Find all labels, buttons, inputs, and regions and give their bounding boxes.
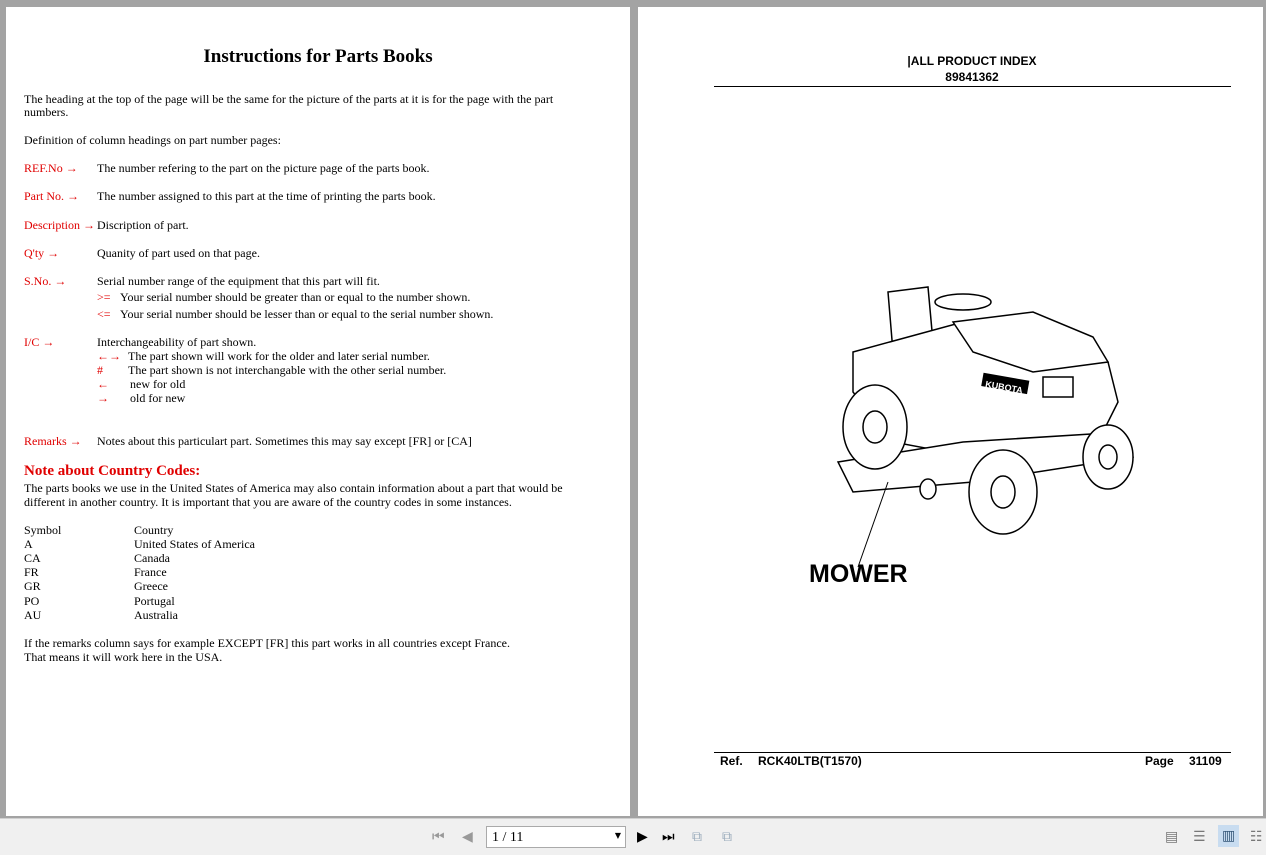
def-text: Interchangeability of part shown. (97, 335, 257, 349)
rotate-left-icon[interactable]: ⧉ (692, 829, 702, 845)
intro-text: Definition of column headings on part number pages: (24, 133, 281, 147)
two-page-continuous-icon[interactable]: ☷ (1250, 829, 1263, 845)
intro-text: numbers. (24, 105, 69, 119)
def-term: S.No. → (24, 274, 67, 288)
sub-symbol: ←→ (97, 349, 121, 363)
sub-symbol: ← (97, 377, 109, 391)
country-name: Australia (134, 608, 178, 622)
country-name: Portugal (134, 594, 175, 608)
ref-label: Ref. (720, 754, 743, 768)
sub-text: The part shown will work for the older and later serial number. (128, 349, 430, 363)
mower-illustration (833, 282, 1143, 572)
def-term: REF.No → (24, 161, 78, 175)
def-text: The number assigned to this part at the time of printing the parts book. (97, 189, 436, 203)
chevron-down-icon: ▼ (614, 831, 621, 840)
page-value: 31109 (1189, 754, 1222, 768)
table-header: Symbol (24, 523, 62, 537)
header-title: |ALL PRODUCT INDEX (907, 54, 1037, 68)
country-heading: Note about Country Codes: (24, 463, 201, 479)
table-header: Country (134, 523, 174, 537)
sub-symbol: # (97, 363, 103, 377)
def-text: Quanity of part used on that page. (97, 246, 260, 260)
sub-text: old for new (130, 391, 186, 405)
country-symbol: GR (24, 579, 41, 593)
sub-text: Your serial number should be greater than or equal to the number shown. (120, 290, 471, 304)
def-term: Part No. → (24, 189, 79, 203)
country-name: United States of America (134, 537, 255, 551)
sub-symbol: → (97, 391, 109, 405)
header-rule (714, 86, 1231, 87)
def-text: Notes about this particulart part. Sometimes this may say except [FR] or [CA] (97, 434, 472, 448)
last-page-icon[interactable]: ⏭ (662, 829, 675, 845)
page-number-select[interactable] (486, 826, 626, 848)
two-page-view-icon[interactable]: ▥ (1218, 825, 1239, 847)
viewer-toolbar (0, 818, 1266, 855)
single-page-view-icon[interactable]: ▤ (1165, 829, 1179, 845)
country-name: Greece (134, 579, 168, 593)
ref-value: RCK40LTB(T1570) (758, 754, 862, 768)
country-symbol: CA (24, 551, 41, 565)
country-symbol: AU (24, 608, 42, 622)
figure-caption: MOWER (809, 560, 908, 588)
page-label: Page (1145, 754, 1174, 768)
def-term: I/C → (24, 335, 55, 349)
def-text: Serial number range of the equipment that this part will fit. (97, 274, 380, 288)
def-text: The number refering to the part on the picture page of the parts book. (97, 161, 430, 175)
right-page (638, 7, 1263, 816)
def-term: Q'ty → (24, 246, 60, 260)
country-symbol: A (24, 537, 33, 551)
def-text: Discription of part. (97, 218, 189, 232)
rotate-right-icon[interactable]: ⧉ (722, 829, 732, 845)
country-name: France (134, 565, 167, 579)
header-number: 89841362 (945, 70, 999, 84)
country-name: Canada (134, 551, 170, 565)
intro-text: The heading at the top of the page will be the same for the picture of the parts at it is for the page with the part (24, 92, 554, 106)
closing-text: That means it will work here in the USA. (24, 650, 223, 664)
brand-decal: KUBOTA (984, 379, 1024, 396)
country-text: The parts books we use in the United States of America may also contain information about a part that would be (24, 481, 563, 495)
country-symbol: PO (24, 594, 40, 608)
closing-text: If the remarks column says for example EXCEPT [FR] this part works in all countries except France. (24, 636, 510, 650)
country-text: different in another country. It is important that you are aware of the country codes in some instances. (24, 495, 512, 509)
continuous-view-icon[interactable]: ☰ (1193, 829, 1206, 845)
left-page (6, 7, 630, 816)
sub-symbol: >= (97, 290, 111, 304)
page-title: Instructions for Parts Books (203, 46, 433, 67)
sub-symbol: <= (97, 307, 111, 321)
sub-text: new for old (130, 377, 186, 391)
previous-page-icon[interactable]: ◀ (462, 829, 473, 845)
sub-text: The part shown is not interchangable with the other serial number. (128, 363, 447, 377)
def-term: Description → (24, 218, 95, 232)
footer-rule (714, 752, 1231, 753)
first-page-icon[interactable]: ⏮ (432, 829, 445, 845)
sub-text: Your serial number should be lesser than or equal to the serial number shown. (120, 307, 494, 321)
page-number-value: 1 / 11 (492, 830, 524, 845)
country-symbol: FR (24, 565, 39, 579)
next-page-icon[interactable]: ▶ (637, 829, 648, 845)
def-term: Remarks → (24, 434, 82, 448)
